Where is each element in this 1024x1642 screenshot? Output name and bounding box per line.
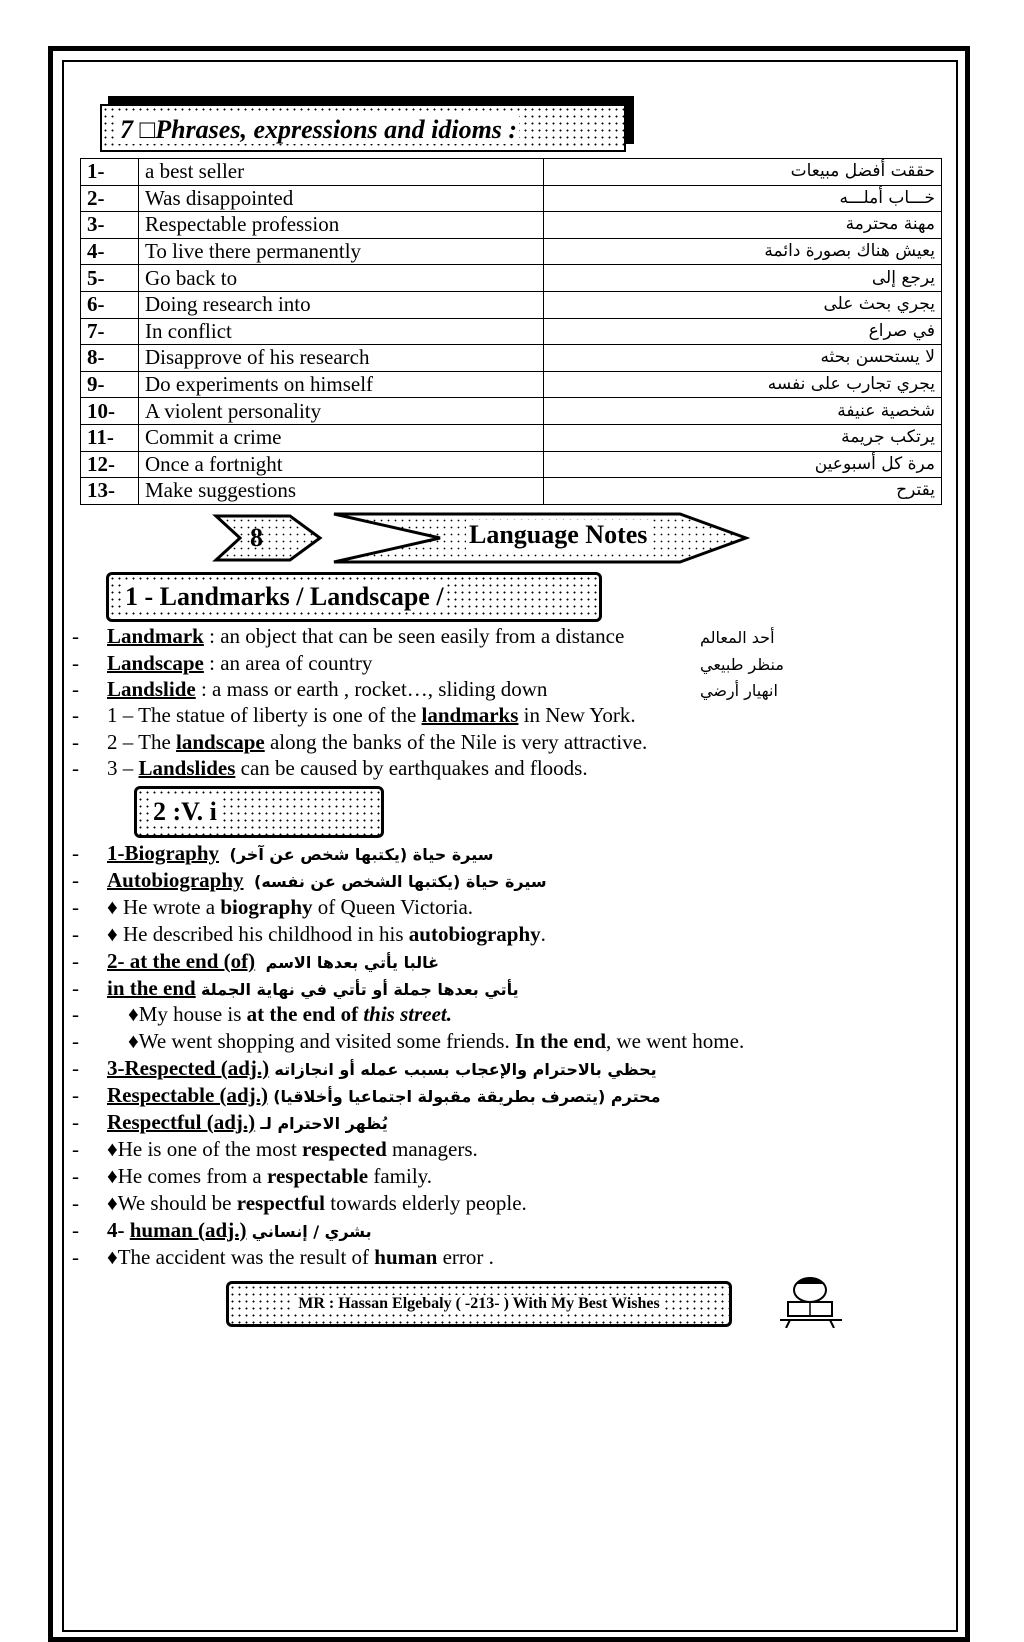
biography-line: - 1-Biography سيرة حياة (يكتبها شخص عن آخر) [72,841,494,865]
at-the-end-line: - 2- at the end (of) غالبا يأتي بعدها الاسم [72,949,440,973]
idiom-number: 3- [81,212,139,239]
idiom-english: Disapprove of his research [139,345,544,372]
idiom-english: Once a fortnight [139,451,544,478]
example-3: - 3 – Landslides can be caused by earthquakes and floods. [72,756,588,780]
idiom-arabic: حققت أفضل مبيعات [544,159,942,186]
autobiography-example: - ♦ He described his childhood in his autobiography. [72,922,546,946]
human-line: - 4- human (adj.) بشري / إنساني [72,1218,372,1242]
respected-example: - ♦He is one of the most respected managers. [72,1137,478,1161]
idiom-row [81,212,942,239]
respectable-line: - Respectable (adj.) محترم (يتصرف بطريقة مقبولة اجتماعيا وأخلاقيا) [72,1083,661,1107]
idiom-row [81,424,942,451]
idiom-english: A violent personality [139,398,544,425]
idiom-number: 4- [81,238,139,265]
idiom-row [81,159,942,186]
respectful-example: - ♦We should be respectful towards elderly people. [72,1191,527,1215]
footer-box [226,1281,732,1327]
idiom-arabic: خـــاب أملـــه [544,185,942,212]
respectable-example: - ♦He comes from a respectable family. [72,1164,433,1188]
idiom-row [81,451,942,478]
idiom-row [81,318,942,345]
idiom-english: In conflict [139,318,544,345]
idiom-number: 1- [81,159,139,186]
idiom-arabic: مهنة محترمة [544,212,942,239]
def-landslide: - Landslide : a mass or earth , rocket…, sliding down [72,677,548,701]
def-landscape: - Landscape : an area of country [72,651,373,675]
note-1-box [106,572,602,622]
idiom-number: 5- [81,265,139,292]
note-2-box [134,786,384,838]
at-the-end-example: - ♦My house is at the end of this street. [72,1002,453,1026]
section-8-number: 8 [250,523,263,552]
def-landmark-ar: أحد المعالم [700,628,775,647]
note-2-title: 2 :V. i [153,797,217,826]
def-landmark: - Landmark : an object that can be seen easily from a distance [72,624,625,648]
idiom-row [81,291,942,318]
def-landscape-ar: منظر طبيعي [700,655,784,674]
idiom-row [81,478,942,505]
idiom-english: Respectable profession [139,212,544,239]
idiom-number: 12- [81,451,139,478]
cartoon-reader-icon [770,1272,850,1328]
idiom-number: 10- [81,398,139,425]
idiom-english: Go back to [139,265,544,292]
idiom-row [81,371,942,398]
idiom-number: 13- [81,478,139,505]
idiom-english: Make suggestions [139,478,544,505]
idiom-arabic: مرة كل أسبوعين [544,451,942,478]
idiom-number: 2- [81,185,139,212]
idiom-number: 6- [81,291,139,318]
idiom-arabic: يجري بحث على [544,291,942,318]
idiom-arabic: يقترح [544,478,942,505]
in-the-end-example: - ♦We went shopping and visited some friends. In the end, we went home. [72,1029,745,1053]
in-the-end-line: - in the end يأتي بعدها جملة أو تأتي في نهاية الجملة [72,976,519,1000]
idiom-english: To live there permanently [139,238,544,265]
idiom-english: a best seller [139,159,544,186]
idiom-arabic: يجري تجارب على نفسه [544,371,942,398]
idiom-arabic: في صراع [544,318,942,345]
idiom-arabic: يرتكب جريمة [544,424,942,451]
human-example: - ♦The accident was the result of human error . [72,1245,494,1269]
idiom-number: 7- [81,318,139,345]
idiom-arabic: يرجع إلى [544,265,942,292]
idiom-english: Was disappointed [139,185,544,212]
idiom-number: 11- [81,424,139,451]
idiom-arabic: شخصية عنيفة [544,398,942,425]
idiom-row [81,345,942,372]
def-landslide-ar: انهيار أرضي [700,681,778,700]
section-7-banner [100,104,626,152]
biography-example: - ♦ He wrote a biography of Queen Victoria. [72,895,474,919]
idiom-row [81,238,942,265]
example-2: - 2 – The landscape along the banks of the Nile is very attractive. [72,730,648,754]
section-7-title: 7 □Phrases, expressions and idioms : [120,115,518,144]
idiom-number: 8- [81,345,139,372]
idioms-table [80,158,942,505]
footer-text: MR : Hassan Elgebaly ( -213- ) With My Best Wishes [294,1295,664,1312]
idiom-arabic: لا يستحسن بحثه [544,345,942,372]
autobiography-line: - Autobiography سيرة حياة (يكتبها الشخص عن نفسه) [72,868,547,892]
note-1-title: 1 - Landmarks / Landscape / [125,582,444,611]
idiom-english: Commit a crime [139,424,544,451]
example-1: - 1 – The statue of liberty is one of the landmarks in New York. [72,703,636,727]
respectful-line: - Respectful (adj.) يُظهر الاحترام لـ [72,1110,388,1134]
idiom-arabic: يعيش هناك بصورة دائمة [544,238,942,265]
idiom-english: Do experiments on himself [139,371,544,398]
idiom-row [81,185,942,212]
section-8-title: Language Notes [466,520,650,550]
idiom-row [81,398,942,425]
respected-line: - 3-Respected (adj.) يحظي بالاحترام والإعجاب بسبب عمله أو انجازاته [72,1056,657,1080]
idiom-row [81,265,942,292]
idiom-number: 9- [81,371,139,398]
idiom-english: Doing research into [139,291,544,318]
